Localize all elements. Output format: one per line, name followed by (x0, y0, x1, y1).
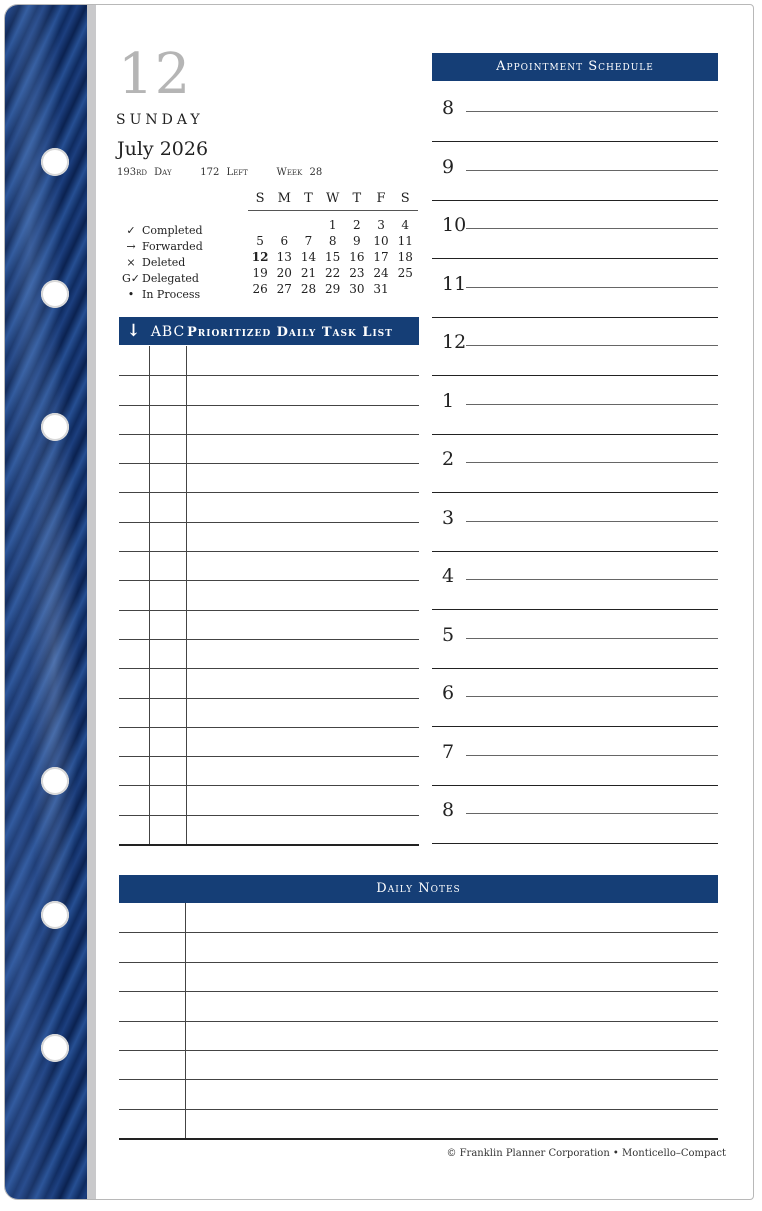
appointment-slot[interactable] (432, 376, 718, 435)
half-hour-line (466, 462, 718, 463)
hour-label: 9 (442, 155, 455, 178)
half-hour-line (466, 228, 718, 229)
legend-item (120, 239, 203, 255)
spine-edge (87, 5, 96, 1199)
calendar-date: 30 (349, 282, 365, 296)
calendar-week (248, 249, 418, 265)
legend-item (120, 223, 203, 239)
appointment-slot[interactable] (432, 493, 718, 552)
calendar-date: 31 (373, 282, 389, 296)
calendar-date (296, 217, 320, 233)
calendar-date: 21 (300, 266, 317, 280)
notes-entry[interactable] (186, 1021, 718, 1050)
calendar-week (248, 265, 418, 281)
days-left: 172 Left (200, 167, 248, 178)
appointment-slot[interactable] (432, 434, 718, 493)
delegated-icon: G✓ (121, 272, 140, 285)
task-entry[interactable] (187, 522, 419, 551)
hour-label: 8 (442, 97, 455, 119)
calendar-date: 26 (252, 282, 268, 296)
half-hour-line (466, 170, 718, 171)
hour-label: 8 (442, 799, 455, 821)
hour-label: 4 (442, 565, 455, 587)
notes-entry[interactable] (186, 1109, 718, 1138)
hour-label: 12 (442, 331, 467, 353)
arrow-down-icon: ↓ (126, 321, 142, 341)
day-info (117, 167, 322, 178)
calendar-day-header: T (304, 191, 313, 206)
cross-icon: × (126, 256, 136, 269)
daily-notes (119, 903, 718, 1138)
calendar-week (248, 281, 418, 297)
appointment-header (432, 53, 718, 81)
week-number: Week 28 (276, 167, 323, 178)
calendar-date (248, 217, 272, 233)
half-hour-line (466, 638, 718, 639)
legend-label: Deleted (142, 256, 186, 269)
calendar-day-header: S (255, 191, 265, 206)
half-hour-line (466, 579, 718, 580)
task-entry[interactable] (187, 346, 419, 375)
calendar-date: 10 (373, 234, 389, 248)
legend-label: In Process (142, 288, 201, 301)
notes-header (119, 875, 718, 903)
task-entry[interactable] (187, 405, 419, 434)
appointment-slot[interactable] (432, 259, 718, 318)
calendar-date: 9 (353, 234, 361, 248)
day-number: 12 (118, 42, 192, 107)
legend-item (120, 255, 203, 271)
appointment-slot[interactable] (432, 551, 718, 610)
copyright-footer: © Franklin Planner Corporation • Monticello–Compact (446, 1148, 726, 1159)
calendar-day-headers (248, 190, 418, 211)
calendar-date: 8 (328, 234, 337, 248)
task-entry[interactable] (187, 492, 419, 521)
half-hour-line (466, 111, 718, 112)
appointment-slot[interactable] (432, 668, 718, 727)
task-entry[interactable] (187, 668, 419, 697)
binder-hole (41, 1034, 69, 1062)
half-hour-line (466, 404, 718, 405)
calendar-day-header: T (352, 191, 362, 206)
bullet-icon: • (127, 288, 135, 301)
calendar-date: 24 (373, 266, 389, 280)
task-entry[interactable] (187, 434, 419, 463)
column-divider (149, 346, 150, 844)
notes-entry[interactable] (186, 1050, 718, 1079)
task-entry[interactable] (187, 698, 419, 727)
hour-label: 6 (442, 682, 455, 704)
weekday-label: SUNDAY (116, 112, 204, 128)
calendar-date (393, 281, 417, 297)
appointment-slot[interactable] (432, 200, 718, 259)
calendar-today: 12 (251, 250, 269, 264)
appointment-slot[interactable] (432, 610, 718, 669)
appointment-slot[interactable] (432, 142, 718, 201)
task-entry[interactable] (187, 610, 419, 639)
half-hour-line (466, 813, 718, 814)
calendar-date: 20 (276, 266, 292, 280)
calendar-date: 7 (304, 234, 313, 248)
legend-item (120, 287, 203, 303)
legend-label: Delegated (142, 272, 199, 285)
calendar-date: 15 (325, 250, 341, 264)
calendar-date: 17 (373, 250, 389, 264)
notes-entry[interactable] (186, 991, 718, 1020)
calendar-date (272, 217, 296, 233)
hour-label: 1 (442, 389, 455, 412)
notes-entry[interactable] (186, 1079, 718, 1108)
calendar-date: 16 (349, 250, 365, 264)
appointment-slot[interactable] (432, 83, 718, 142)
appointment-title: Appointment Schedule (496, 59, 654, 74)
task-entry[interactable] (187, 551, 419, 580)
half-hour-line (466, 521, 718, 522)
calendar-date: 23 (349, 266, 365, 280)
binder-hole (41, 767, 69, 795)
calendar-date: 19 (252, 266, 268, 280)
task-entry[interactable] (187, 785, 419, 814)
task-entry[interactable] (187, 727, 419, 756)
mini-calendar (248, 190, 418, 297)
legend-item (120, 271, 203, 287)
hour-label: 10 (442, 214, 467, 236)
notes-row-line (119, 1138, 718, 1140)
arrow-right-icon: → (126, 240, 136, 253)
calendar-date: 6 (280, 234, 289, 248)
appointment-slot[interactable] (432, 727, 718, 786)
calendar-date: 3 (377, 218, 385, 232)
priority-label: ABC (150, 324, 186, 340)
calendar-date: 29 (325, 282, 341, 296)
hour-label: 2 (442, 448, 455, 470)
calendar-date: 1 (328, 218, 337, 232)
legend-label: Forwarded (142, 240, 203, 253)
status-legend (120, 223, 203, 303)
notes-entry[interactable] (186, 932, 718, 961)
task-row-line (119, 844, 419, 846)
appointment-slot[interactable] (432, 785, 718, 844)
notes-entry[interactable] (186, 962, 718, 991)
task-entry[interactable] (187, 756, 419, 785)
calendar-date: 11 (397, 234, 413, 248)
task-list-title: Prioritized Daily Task List (187, 325, 393, 340)
calendar-date: 4 (401, 218, 410, 232)
task-list-header (119, 317, 419, 345)
binder-hole (41, 148, 69, 176)
calendar-date: 13 (276, 250, 292, 264)
notes-entry[interactable] (186, 903, 718, 932)
legend-label: Completed (142, 224, 203, 237)
calendar-date: 22 (325, 266, 341, 280)
half-hour-line (466, 696, 718, 697)
hour-label: 3 (442, 506, 455, 529)
task-entry[interactable] (187, 580, 419, 609)
binder-spine (5, 5, 87, 1199)
calendar-date: 25 (397, 266, 413, 280)
calendar-day-header: S (400, 191, 410, 206)
calendar-day-header: F (376, 191, 386, 206)
calendar-date: 28 (300, 282, 317, 296)
checkmark-icon: ✓ (126, 224, 136, 237)
task-list (119, 346, 419, 844)
task-entry[interactable] (187, 375, 419, 404)
binder-hole (41, 901, 69, 929)
half-hour-line (466, 287, 718, 288)
calendar-date: 18 (397, 250, 413, 264)
task-entry[interactable] (187, 463, 419, 492)
task-entry[interactable] (187, 815, 419, 844)
hour-label: 11 (442, 272, 467, 295)
hour-label: 5 (442, 623, 455, 646)
calendar-day-header: M (277, 191, 291, 206)
task-entry[interactable] (187, 639, 419, 668)
day-of-year: 193rd Day (117, 167, 172, 178)
calendar-week (248, 217, 418, 233)
binder-hole (41, 280, 69, 308)
hour-label: 7 (442, 740, 455, 763)
calendar-date: 2 (353, 218, 361, 232)
half-hour-line (466, 345, 718, 346)
half-hour-line (466, 755, 718, 756)
binder-hole (41, 413, 69, 441)
calendar-week (248, 233, 418, 249)
appointment-slot[interactable] (432, 317, 718, 376)
calendar-date: 27 (276, 282, 292, 296)
notes-title: Daily Notes (376, 881, 461, 896)
calendar-date: 14 (300, 250, 317, 264)
month-year: July 2026 (117, 138, 209, 160)
calendar-date: 5 (256, 234, 264, 248)
calendar-day-header: W (325, 191, 340, 206)
